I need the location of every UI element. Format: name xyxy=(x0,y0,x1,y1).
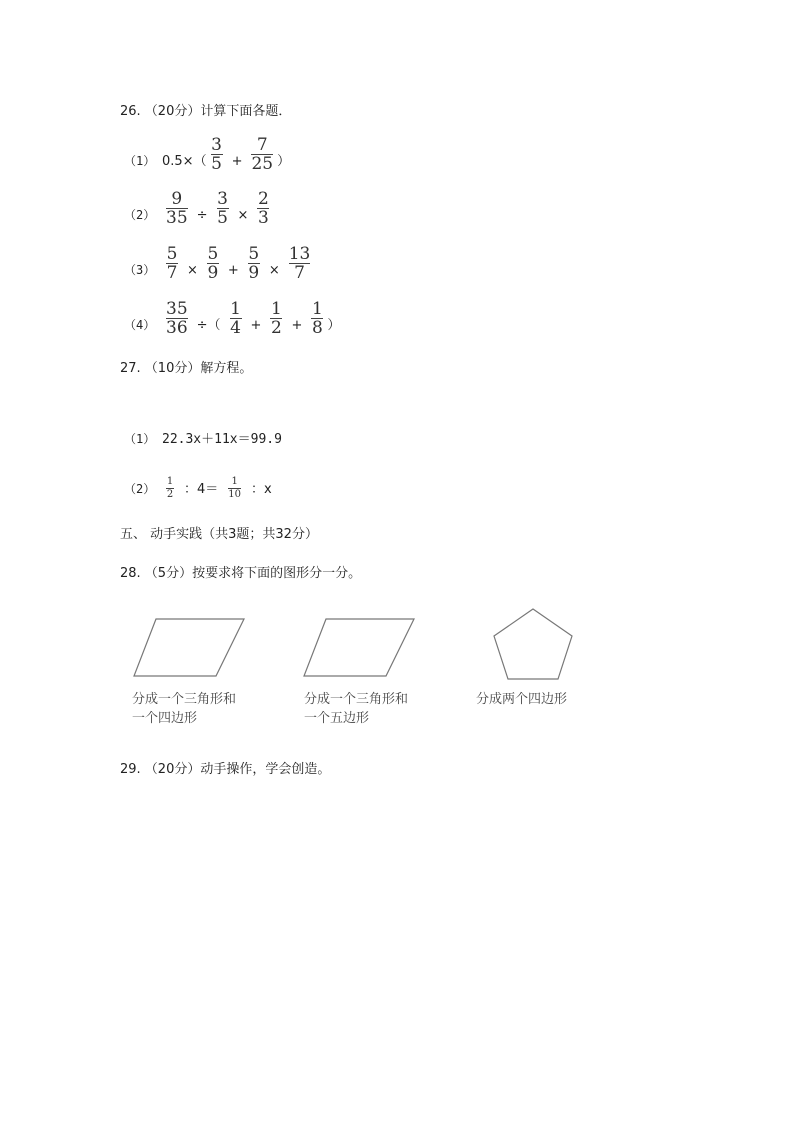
q26-item-2 xyxy=(124,190,273,226)
fraction: $\frac{1}{2}$ xyxy=(166,476,174,500)
item-label: （2） xyxy=(124,208,156,222)
expr-suffix: ） xyxy=(277,154,291,169)
caption-shape-3: 分成两个四边形 xyxy=(476,692,568,707)
q27-title: 27. （10分）解方程。 xyxy=(120,361,253,376)
fraction: $\frac{5}{9}$ xyxy=(248,244,260,283)
q27-eq-2 xyxy=(124,472,272,500)
item-label: （4） xyxy=(124,318,156,332)
q28-title: 28. （5分）按要求将下面的图形分一分。 xyxy=(120,566,362,581)
operator: × xyxy=(268,263,280,278)
operator: ÷（ xyxy=(196,318,221,333)
fraction: $\frac{1}{8}$ xyxy=(311,299,323,338)
operator: ÷ xyxy=(196,208,208,223)
expr-prefix: 0.5×（ xyxy=(162,154,207,169)
parallelogram-shape-2 xyxy=(298,614,422,682)
fraction: $\frac{9}{35}$ xyxy=(166,189,188,228)
operator: + xyxy=(291,318,303,333)
parallelogram-shape-1 xyxy=(128,614,252,682)
operator: × xyxy=(187,263,198,278)
pentagon-shape xyxy=(488,604,578,684)
equation-suffix: ：x xyxy=(251,482,272,497)
fraction: $\frac{1}{4}$ xyxy=(230,299,241,338)
operator: + xyxy=(250,318,262,333)
fraction: $\frac{3}{5}$ xyxy=(211,135,222,174)
caption-shape-1: 分成一个三角形和 一个四边形 xyxy=(132,692,237,726)
fraction: $\frac{1}{10}$ xyxy=(228,476,242,500)
equation-text: 22.3x＋11x＝99.9 xyxy=(162,432,282,447)
expr-suffix: ） xyxy=(327,318,341,333)
equation-mid: ：4＝ xyxy=(184,482,219,497)
section-5-title: 五、 动手实践（共3题；共32分） xyxy=(120,527,318,542)
fraction: $\frac{5}{9}$ xyxy=(207,244,219,283)
operator: × xyxy=(237,208,249,223)
q26-item-3 xyxy=(124,245,314,281)
fraction: $\frac{7}{25}$ xyxy=(251,135,274,174)
fraction: $\frac{13}{7}$ xyxy=(288,244,311,283)
fraction: $\frac{2}{3}$ xyxy=(258,189,269,228)
fraction: $\frac{35}{36}$ xyxy=(166,299,188,338)
item-label: （1） xyxy=(124,154,156,168)
operator: + xyxy=(231,154,243,169)
q26-item-1 xyxy=(124,136,290,172)
fraction: $\frac{3}{5}$ xyxy=(217,189,228,228)
q26-item-4 xyxy=(124,300,340,336)
q29-title: 29. （20分）动手操作，学会创造。 xyxy=(120,762,331,777)
item-label: （3） xyxy=(124,263,156,277)
item-label: （2） xyxy=(124,482,156,496)
fraction: $\frac{1}{2}$ xyxy=(271,299,282,338)
q26-title: 26. （20分）计算下面各题． xyxy=(120,104,292,119)
fraction: $\frac{5}{7}$ xyxy=(166,244,178,283)
item-label: （1） xyxy=(124,432,156,446)
caption-shape-2: 分成一个三角形和 一个五边形 xyxy=(304,692,409,726)
operator: + xyxy=(227,263,239,278)
q27-eq-1 xyxy=(124,428,282,450)
